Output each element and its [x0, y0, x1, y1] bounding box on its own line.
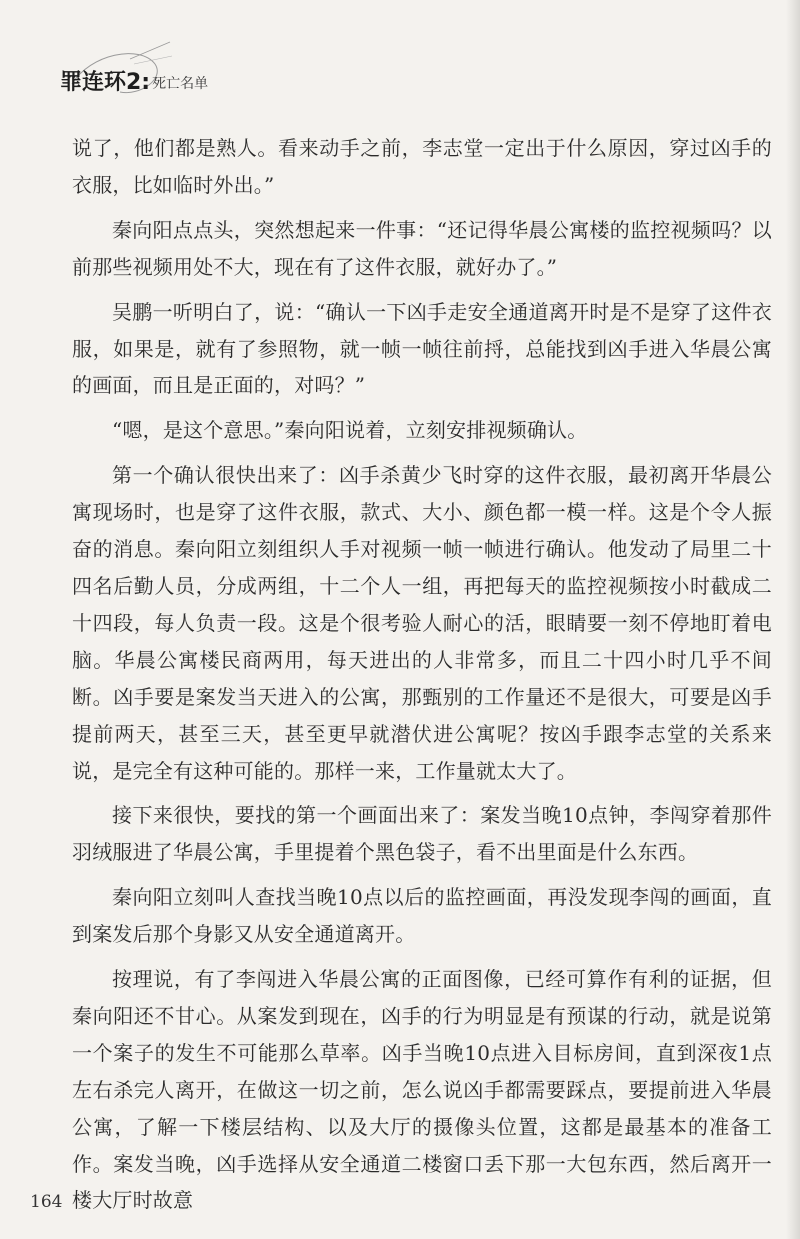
paragraph: 第一个确认很快出来了：凶手杀黄少飞时穿的这件衣服，最初离开华晨公寓现场时，也是穿了这件衣服，款式、大小、颜色都一模一样。这是个令人振奋的消息。秦向阳立刻组织人手对视频一帧一帧进行确认。他发动了局里二十四名后勤人员，分成两组，十二个人一组，再把每天的监控视频按小时截成二十四段，每人负责一段。这是个很考验人耐心的活，眼睛要一刻不停地盯着电脑。华晨公寓楼民商两用，每天进出的人非常多，而且二十四小时几乎不间断。凶手要是案发当天进入的公寓，那甄别的工作量还不是很大，可要是凶手提前两天，甚至三天，甚至更早就潜伏进公寓呢？按凶手跟李志堂的关系来说，是完全有这种可能的。那样一来，工作量就太大了。 — [72, 463, 772, 783]
series-title: 罪连环2: — [60, 70, 151, 95]
paragraph: 吴鹏一听明白了，说：“确认一下凶手走安全通道离开时是不是穿了这件衣服，如果是，就有了参照物，就一帧一帧往前捋，总能找到凶手进入华晨公寓的画面，而且是正面的，对吗？” — [72, 299, 772, 398]
page-edge-shadow — [786, 0, 800, 1239]
paragraph: 按理说，有了李闯进入华晨公寓的正面图像，已经可算作有利的证据，但秦向阳还不甘心。从案发到现在，凶手的行为明显是有预谋的行动，就是说第一个案子的发生不可能那么草率。凶手当晚10点进入目标房间，直到深夜1点左右杀完人离开，在做这一切之前，怎么说凶手都需要踩点，要提前进入华晨公寓，了解一下楼层结构、以及大厅的摄像头位置，这都是最基本的准备工作。案发当晚，凶手选择从安全通道二楼窗口丢下那一大包东西，然后离开一楼大厅时故意 — [72, 967, 772, 1213]
paragraph: 说了，他们都是熟人。看来动手之前，李志堂一定出于什么原因，穿过凶手的衣服，比如临时外出。” — [72, 136, 772, 197]
running-header — [60, 56, 208, 96]
paragraph: 秦向阳点点头，突然想起来一件事：“还记得华晨公寓楼的监控视频吗？以前那些视频用处不大，现在有了这件衣服，就好办了。” — [72, 217, 772, 279]
page-number: 164 — [30, 1192, 63, 1212]
paragraph: 接下来很快，要找的第一个画面出来了：案发当晚10点钟，李闯穿着那件羽绒服进了华晨公寓，手里提着个黑色袋子，看不出里面是什么东西。 — [72, 803, 772, 865]
body-text — [72, 130, 772, 1227]
book-subtitle: 死亡名单 — [152, 76, 209, 92]
paragraph: “嗯，是这个意思。”秦向阳说着，立刻安排视频确认。 — [112, 418, 588, 443]
paragraph: 秦向阳立刻叫人查找当晚10点以后的监控画面，再没发现李闯的画面，直到案发后那个身影又从安全通道离开。 — [72, 885, 772, 947]
